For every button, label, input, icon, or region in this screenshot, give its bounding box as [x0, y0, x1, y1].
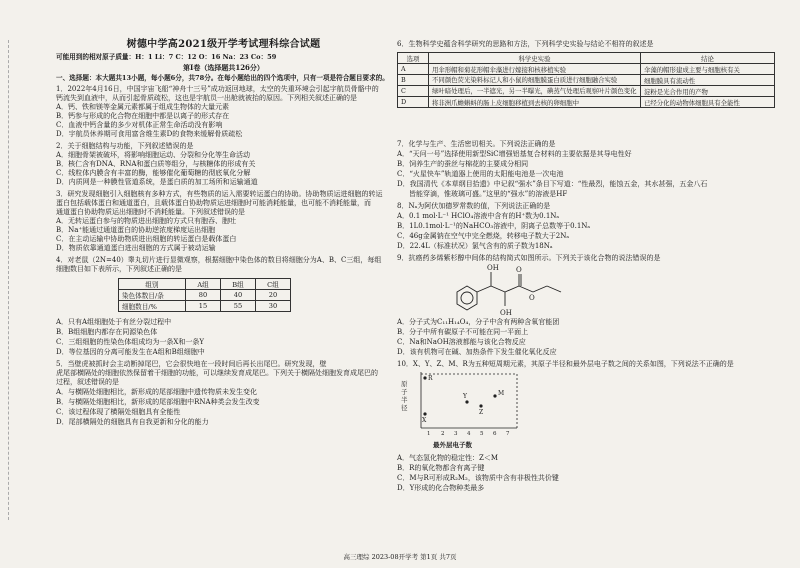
q5-option-d: D．尾部横隔处的细胞具有自我更新和分化的能力	[56, 418, 209, 426]
table-row	[398, 64, 775, 75]
table-cell: D	[398, 97, 429, 108]
q5-option-c: C．该过程体现了横隔处细胞具有全能性	[56, 408, 181, 416]
svg-text:O: O	[516, 266, 522, 274]
q5-option-a: A．与横隔处细胞相比，新形成的尾部细胞中遗传物质未发生变化	[56, 388, 258, 396]
table-cell: 20	[256, 290, 291, 301]
q1-option-c: C．血液中钙含量的多少对机体正常生命活动没有影响	[56, 121, 223, 129]
q5-stem-3: 过程，叙述错误的是	[56, 378, 119, 386]
chart-tick: 3	[454, 431, 458, 437]
table-cell: 绿叶暗处理后，一半遮光，另一半曝光，碘蒸气处理后观察叶片颜色变化	[429, 86, 641, 97]
q9-option-a: A．分子式为C₁₁H₁₄O₄，分子中含有两种含氧官能团	[397, 318, 560, 326]
q4-option-d: D．等位基因的分离可能发生在A组和B组细胞中	[56, 348, 205, 356]
chart-point-label: R	[428, 375, 433, 382]
q6-stem: 6．生物科学史蕴含科学研究的思路和方法，下列科学史实验与结论不相符的叙述是	[397, 40, 654, 48]
q4-option-a: A．只有A组细胞处于有丝分裂过程中	[56, 318, 172, 326]
table-cell: 30	[256, 301, 291, 312]
chart-point-r	[423, 376, 426, 379]
svg-text:OH: OH	[500, 309, 512, 317]
chart-tick: 1	[427, 431, 431, 437]
q10-option-b: B．R的氧化物都含有离子键	[397, 464, 485, 472]
q8-option-b: B．1L0.1mol·L⁻¹的NaHCO₃溶液中，阴离子总数等于0.1Nₐ	[397, 222, 591, 230]
q1-option-d: D．宇航员休养期可食用富含维生素D的食物来缓解骨质疏松	[56, 130, 243, 138]
q2-option-c: C．线粒体内膜含有丰富的酶，能够催化葡萄糖的彻底氧化分解	[56, 169, 251, 177]
page-footer: 高三理综 2023-08开学考 第1页 共7页	[343, 553, 457, 561]
q8-option-c: C．46g金属钠在空气中完全燃烧，转移电子数大于2Nₐ	[397, 232, 570, 240]
table-cell: 80	[186, 290, 221, 301]
table-header: 选项	[398, 53, 429, 64]
chart-point-y	[465, 400, 468, 403]
table-cell: 淀粉是光合作用的产物	[641, 86, 775, 97]
part-heading: 第Ⅰ卷（选择题共126分）	[183, 63, 264, 72]
q7-option-b: B．饲养生产的蚕丝与棉花的主要成分相同	[397, 160, 529, 168]
q3-stem-1: 3．研究发现细胞引入细胞核有多种方式，有些物质的运入需要转运蛋白的协助。协助物质运进细胞的转运	[56, 190, 383, 198]
q3-option-b: B．Na⁺能通过通道蛋白的协助逆浓度梯度运出细胞	[56, 226, 216, 234]
q4-option-c: C．三组细胞的性染色体组成均为一条X和一条Y	[56, 338, 204, 346]
exam-title: 树德中学高2021级开学考试理科综合试题	[126, 39, 321, 50]
q2-option-d: D．内质网是一种膜性管道系统，是蛋白质的加工场所和运输通道	[56, 178, 258, 186]
q5-stem-1: 5．当壁虎被抓时会主动断掉尾巴，它会很快地在一段时间后再长出尾巴。研究发现，壁	[56, 360, 327, 368]
q10-option-c: C．M与R可形成R₂M₂，该物质中含有非极性共价键	[397, 474, 559, 482]
chart-point-label: Z	[479, 409, 484, 416]
table-cell: 55	[221, 301, 256, 312]
chart-tick: 5	[480, 431, 484, 437]
chart-point-m	[493, 394, 496, 397]
chart-point-x	[423, 412, 426, 415]
radius-electron-chart	[413, 370, 523, 440]
table-row	[119, 301, 291, 312]
table-header: B组	[221, 279, 256, 290]
q8-option-a: A．0.1 mol·L⁻¹ HClO₄溶液中含有的H⁺数为0.1Nₐ	[397, 212, 560, 220]
q3-option-a: A．无转运蛋白参与的物质进出细胞的方式只有胞吞、胞吐	[56, 217, 237, 225]
q6-table	[397, 52, 775, 108]
table-cell: 40	[221, 290, 256, 301]
chart-tick: 2	[441, 431, 445, 437]
q9-stem: 9．抗癌药多烯紫杉醇中间体的结构简式如图所示。下列关于该化合物的说法错误的是	[397, 254, 661, 262]
table-cell: C	[398, 86, 429, 97]
q10-option-a: A．气态氢化物的稳定性：Z＜M	[397, 454, 499, 462]
q2-option-a: A．细胞骨架被破坏，将影响细胞运动、分裂和分化等生命活动	[56, 151, 251, 159]
section-heading: 一、选择题：本大题共13小题，每小题6分，共78分。在每小题给出的四个选项中，只有一项是符合题目要求的。	[56, 74, 389, 82]
chart-tick: 7	[506, 431, 510, 437]
chart-point-z	[479, 404, 482, 407]
table-cell: A	[398, 64, 429, 75]
table-cell: 已经分化的动物体细胞具有全能性	[641, 97, 775, 108]
q4-table	[118, 278, 291, 312]
chart-point-label: X	[422, 417, 427, 424]
q7-option-d: D．我国清代《本草纲目拾遗》中记叙“强水”条目下写道：“性最烈，能蚀五金，其水甚强，五金八石	[397, 180, 708, 188]
table-header: 组别	[119, 279, 186, 290]
svg-text:O: O	[529, 294, 535, 302]
table-header: C组	[256, 279, 291, 290]
table-row	[398, 97, 775, 108]
q1-stem-2: 钙流失到血液中，从而引起骨质疏松，这也是宇航员一出舱就被抬的原因。下列相关叙述正确的是	[56, 94, 357, 102]
q2-stem: 2．关于细胞结构与功能，下列叙述错误的是	[56, 142, 194, 150]
chart-y-label: 原子半径	[401, 380, 408, 412]
chart-tick: 6	[493, 431, 497, 437]
q7-stem: 7．化学与生产、生活密切相关。下列说法正确的是	[397, 140, 556, 148]
q7-option-c: C．“火星快车”轨道器上使用的太阳能电池是一次电池	[397, 170, 564, 178]
table-cell: 15	[186, 301, 221, 312]
table-header: 科学史实验	[429, 53, 641, 64]
q5-stem-2: 虎尾部横隔处的细胞依然保留着干细胞的功能，可以继续发育成尾巴。下列关于横隔处细胞发育成尾巴的	[56, 369, 378, 377]
q7-option-d-cont: 皆能穿滴，惟玻璃可盛。”这里的“强水”的溶液是HF	[409, 190, 568, 198]
q10-option-d: D．Y形成的化合物种类最多	[397, 484, 485, 492]
q8-option-d: D．22.4L（标准状况）氯气含有的质子数为18Nₐ	[397, 242, 553, 250]
table-header-row	[119, 279, 291, 290]
q1-stem-1: 1．2022年4月16日，中国宇宙飞船“神舟十三号”成功返回地球，太空的失重环境会引起宇航员骨骼中的	[56, 85, 379, 93]
chart-point-label: M	[498, 390, 505, 397]
q3-option-d: D．物质依靠通道蛋白进出细胞的方式属于被动运输	[56, 244, 216, 252]
molecule-structure-diagram	[443, 262, 593, 318]
q4-stem-1: 4．对老鼠（2N=40）睾丸切片进行显微观察，根据细胞中染色体的数目将细胞分为A、B、C三组，每组	[56, 256, 382, 264]
binding-line	[8, 40, 10, 520]
table-cell: 将非洲爪蟾蝌蚪的肠上皮细胞移植到去核的卵细胞中	[429, 97, 641, 108]
chart-point-label: Y	[463, 393, 467, 400]
table-header-row	[398, 53, 775, 64]
chart-tick: 4	[467, 431, 471, 437]
table-row	[119, 290, 291, 301]
q3-option-c: C．在主动运输中协助物质进出细胞的转运蛋白是载体蛋白	[56, 235, 237, 243]
table-cell: 用伞形帽和菊花形帽伞藻进行嫁接和核移植实验	[429, 64, 641, 75]
q9-option-d: D．该有机物可在碱、加热条件下发生催化氧化反应	[397, 348, 557, 356]
table-cell: 细胞膜具有流动性	[641, 75, 775, 86]
svg-text:OH: OH	[487, 264, 499, 272]
q5-option-b: B．与横隔处细胞相比，新形成的尾部细胞中RNA种类会发生改变	[56, 398, 260, 406]
q10-stem: 10．X、Y、Z、M、R为五种短周期元素，其原子半径和最外层电子数之间的关系如图，下列说法不正确的是	[397, 360, 734, 368]
table-row	[398, 75, 775, 86]
table-cell: 细胞数目/%	[119, 301, 186, 312]
q3-stem-3: 通道蛋白协助物质运出细胞时不消耗能量。下列叙述错误的是	[56, 208, 245, 216]
q8-stem: 8．Nₐ为阿伏加德罗常数的值，下列说法正确的是	[397, 202, 551, 210]
table-cell: 染色体数目/条	[119, 290, 186, 301]
q9-option-b: B．分子中所有碳原子不可能在同一平面上	[397, 328, 529, 336]
table-header: 结论	[641, 53, 775, 64]
table-row	[398, 86, 775, 97]
q4-stem-2: 细胞数目如下表所示，下列叙述正确的是	[56, 265, 182, 273]
q4-option-b: B．B组细胞内都存在同源染色体	[56, 328, 158, 336]
q1-option-a: A．钙、铁和镁等金属元素都属于组成生物体的大量元素	[56, 103, 230, 111]
chart-x-label: 最外层电子数	[433, 441, 472, 449]
q3-stem-2: 蛋白包括载体蛋白和通道蛋白，且载体蛋白协助物质运进细胞时可能消耗能量，也可能不消耗能量，而	[56, 199, 371, 207]
q9-option-c: C．Na和NaOH溶液都能与该化合物反应	[397, 338, 526, 346]
q2-option-b: B．核仁含有DNA、RNA和蛋白质等组分，与核糖体的形成有关	[56, 160, 256, 168]
table-cell: B	[398, 75, 429, 86]
table-cell: 不同颜色荧光染料标记人和小鼠的细胞膜蛋白质进行细胞融合实验	[429, 75, 641, 86]
q7-option-a: A．“天问一号”选择使用新型SiC增强铝基复合材料的主要依据是其导电性好	[397, 150, 632, 158]
atomic-mass-line: 可能用到的相对原子质量：H：1 Li：7 C：12 O：16 Na：23 Co：59	[56, 53, 277, 61]
q1-option-b: B．钙参与形成的化合物在细胞中都是以离子的形式存在	[56, 112, 230, 120]
table-cell: 伞藻的帽形建成主要与细胞核有关	[641, 64, 775, 75]
table-header: A组	[186, 279, 221, 290]
